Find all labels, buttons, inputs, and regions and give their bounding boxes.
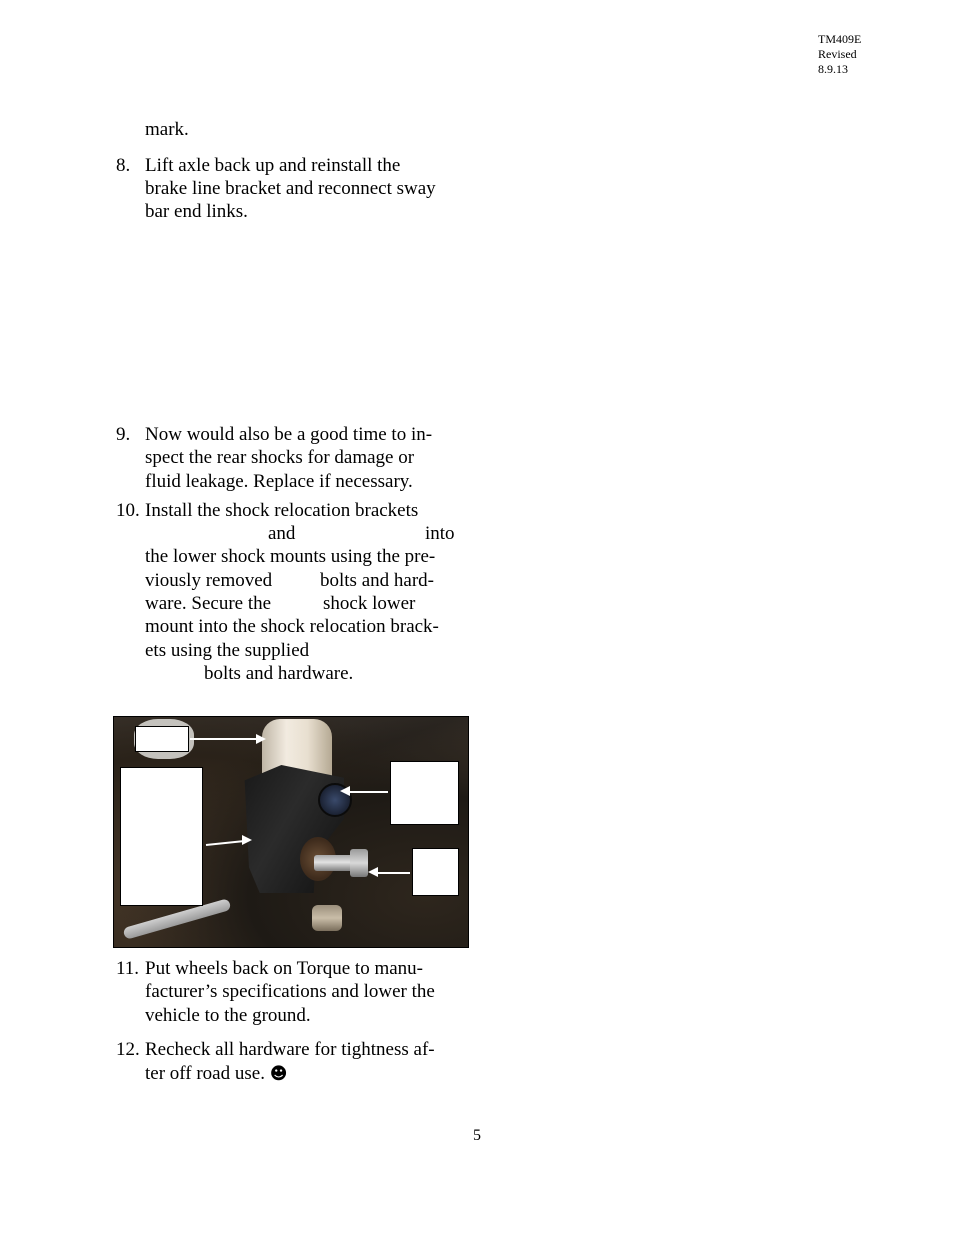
arrow-head (256, 734, 266, 744)
step-7-tail: mark. (145, 119, 189, 140)
step-number: 12. (116, 1039, 140, 1060)
arrow-line (206, 840, 246, 846)
arrow-line (190, 738, 258, 740)
step-line: Recheck all hardware for tightness af- (145, 1039, 435, 1060)
lower-nut (312, 905, 342, 931)
step-line-fragment: shock lower (323, 593, 416, 614)
lower-bolt-head (350, 849, 368, 877)
shock-bracket-photo (113, 716, 469, 948)
callout-box-shock (135, 726, 189, 752)
arrow-head (242, 835, 252, 845)
revised-date: 8.9.13 (818, 62, 848, 76)
revised-label: Revised (818, 47, 857, 61)
step-line: Now would also be a good time to in- (145, 424, 433, 445)
step-line-text: ter off road use. (145, 1063, 265, 1084)
step-line-fragment: ware. Secure the (145, 593, 272, 614)
arrow-head (368, 867, 378, 877)
smiley-icon: ☻ (269, 1064, 288, 1084)
step-line-fragment: and (268, 523, 296, 544)
step-line: ets using the supplied (145, 640, 310, 661)
step-line: bolts and hardware. (204, 663, 354, 684)
step-line-fragment: into (425, 523, 455, 544)
step-number: 9. (116, 424, 131, 445)
step-line: facturer’s specifications and lower the (145, 981, 435, 1002)
page-number: 5 (473, 1127, 481, 1144)
step-line-fragment: viously removed (145, 570, 273, 591)
step-line: fluid leakage. Replace if necessary. (145, 471, 413, 492)
document-header (818, 32, 861, 77)
document-code: TM409E (818, 32, 862, 46)
arrow-line (376, 872, 410, 874)
step-line: Install the shock relocation brackets (145, 500, 419, 521)
step-line: spect the rear shocks for damage or (145, 447, 415, 468)
callout-box-bracket (120, 767, 203, 906)
step-number: 8. (116, 155, 131, 176)
step-number: 10. (116, 500, 140, 521)
arrow-head (340, 786, 350, 796)
step-line-fragment: bolts and hard- (320, 570, 434, 591)
step-line: Put wheels back on Torque to manu- (145, 958, 423, 979)
arrow-line (348, 791, 388, 793)
step-line: brake line bracket and reconnect sway (145, 178, 436, 199)
step-line: mount into the shock relocation brack- (145, 616, 439, 637)
step-line: the lower shock mounts using the pre- (145, 546, 436, 567)
step-number: 11. (116, 958, 140, 979)
step-line: vehicle to the ground. (145, 1005, 311, 1026)
callout-box-lower-bolt (412, 848, 459, 896)
step-line: bar end links. (145, 201, 248, 222)
callout-box-upper-bolt (390, 761, 459, 825)
step-line (145, 1062, 287, 1086)
step-line: Lift axle back up and reinstall the (145, 155, 401, 176)
